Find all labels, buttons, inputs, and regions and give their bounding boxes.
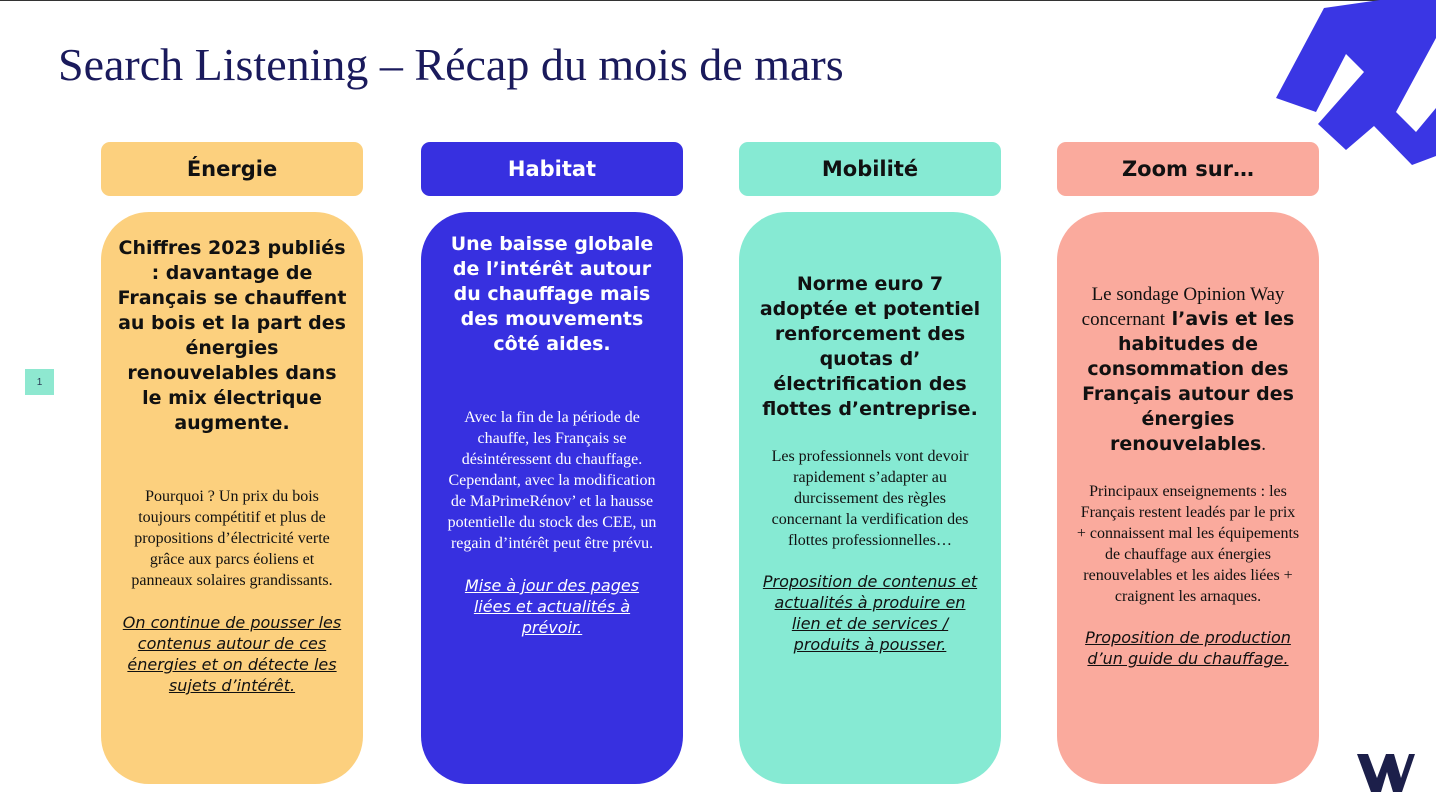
card-action-link[interactable]: Proposition de contenus et actualités à produire en lien et de services / produits à pousser.: [762, 572, 978, 654]
brand-m-shape-icon: [1276, 0, 1436, 165]
card-mobilite: [739, 212, 1001, 784]
card-lead: Chiffres 2023 publiés : davantage de Français se chauffent au bois et la part des énergies renouvelables dans le mix électrique augmente.: [117, 237, 347, 434]
card-habitat: [421, 212, 683, 784]
column-header-habitat: Habitat: [421, 142, 683, 196]
card-lead-intro: Le sondage Opinion Way concernant: [1081, 284, 1285, 330]
card-lead: Une baisse globale de l’intérêt autour du chauffage mais des mouvements côté aides.: [450, 233, 654, 355]
card-body: Pourquoi ? Un prix du bois toujours compétitif et plus de propositions d’électricité verte grâce aux parcs éoliens et panneaux solaires grandissants.: [131, 488, 333, 589]
w-logo-icon: [1357, 752, 1415, 792]
card-body: Les professionnels vont devoir rapidement s’adapter au durcissement des règles concernant la verdification des flottes professionnelles…: [771, 448, 969, 549]
card-action-link[interactable]: Proposition de production d’un guide du chauffage.: [1085, 628, 1291, 668]
card-lead: Norme euro 7 adoptée et potentiel renforcement des quotas d’ électrification des flottes d’entreprise.: [759, 273, 981, 420]
card-lead-end: .: [1261, 434, 1267, 455]
card-action-link[interactable]: Mise à jour des pages liées et actualités à prévoir.: [464, 576, 640, 637]
column-header-mobilite: Mobilité: [739, 142, 1001, 196]
page-title: Search Listening – Récap du mois de mars: [58, 39, 844, 90]
card-zoom: [1057, 212, 1319, 784]
column-header-energie: Énergie: [101, 142, 363, 196]
card-action-link[interactable]: On continue de pousser les contenus autour de ces énergies et on détecte les sujets d’intérêt.: [122, 613, 342, 695]
page-number-tag: 1: [25, 369, 54, 395]
card-energie: [101, 212, 363, 784]
column-header-zoom: Zoom sur…: [1057, 142, 1319, 196]
card-body: Principaux enseignements : les Français restent leadés par le prix + connaissent mal les équipements de chauffage aux énergies renouvelables et les aides liées + craignent les arnaques.: [1076, 483, 1300, 605]
card-lead: l’avis et les habitudes de consommation des Français autour des énergies renouvelables: [1082, 308, 1295, 455]
card-lead-block: [1075, 282, 1301, 457]
card-body: Avec la fin de la période de chauffe, les Français se désintéressent du chauffage. Cependant, avec la modification de MaPrimeRénov’ et la hausse potentielle du stock des CEE, un regain d’intérêt peut être prévu.: [447, 409, 657, 552]
top-rule: [0, 0, 1436, 1]
